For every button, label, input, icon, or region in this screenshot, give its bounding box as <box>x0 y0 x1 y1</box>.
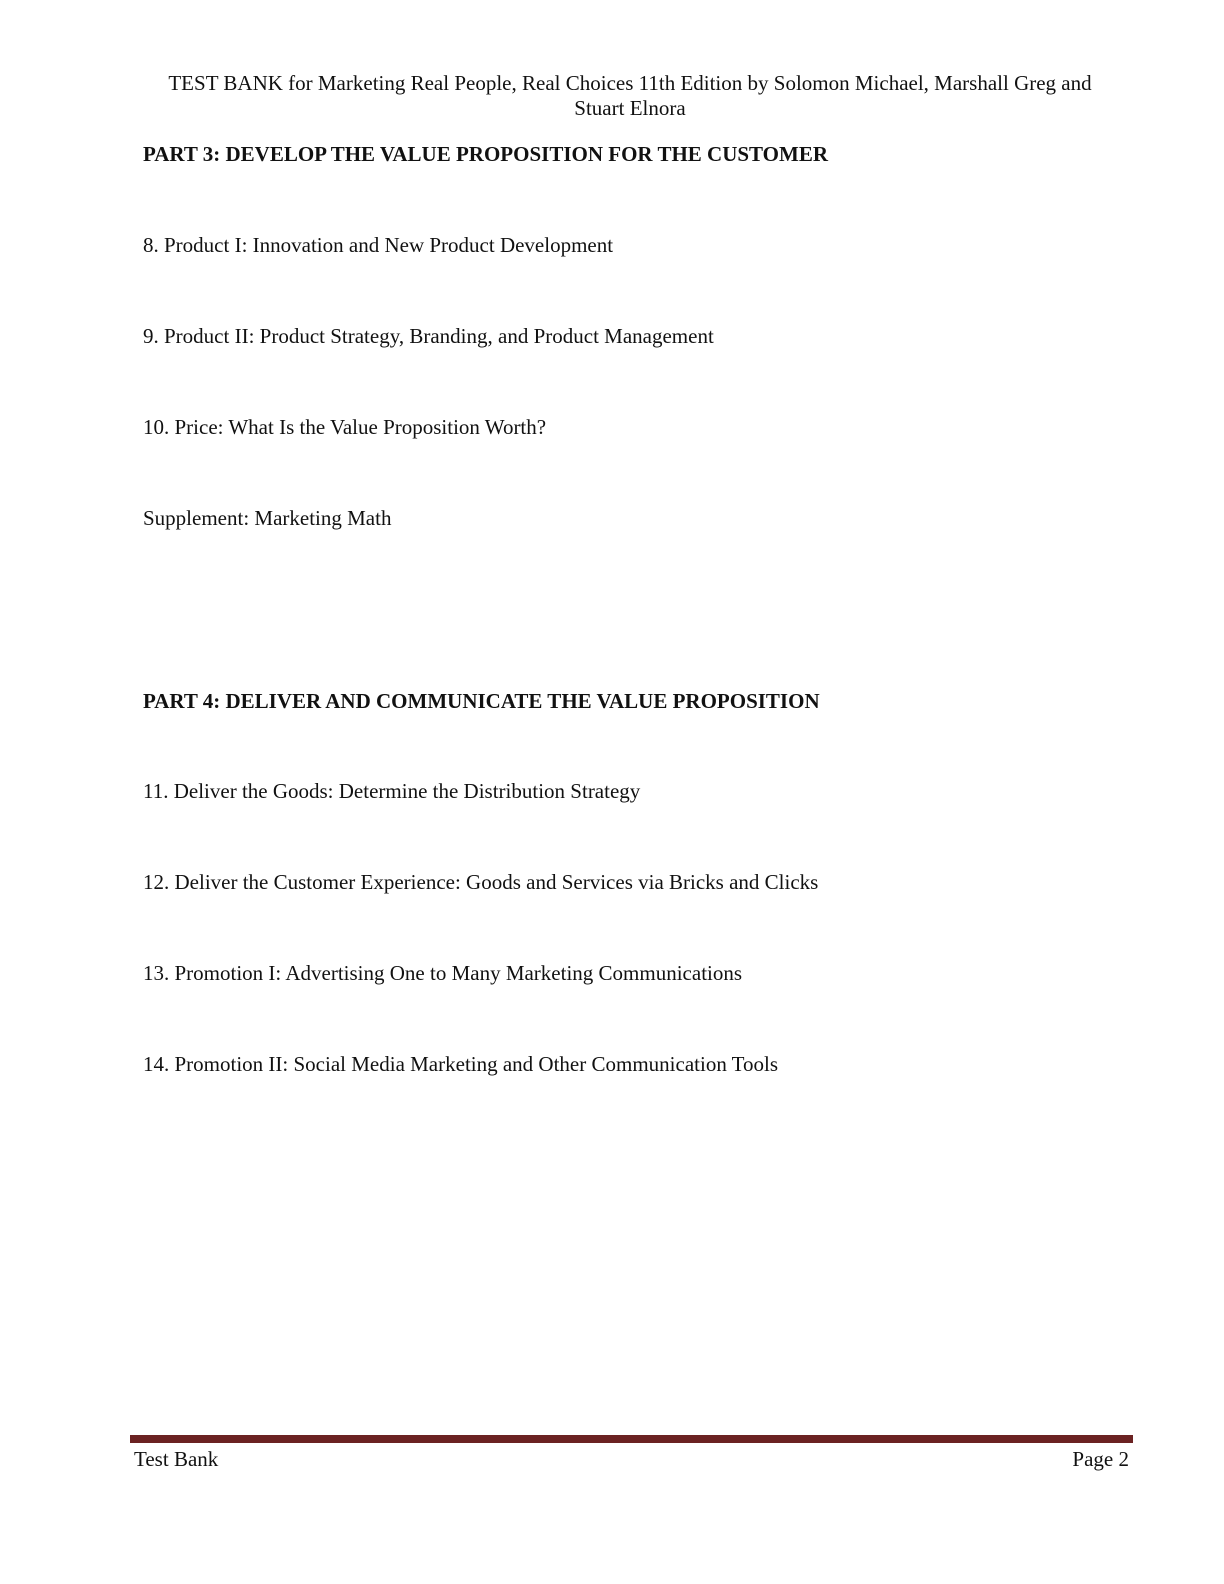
part-4-heading: PART 4: DELIVER AND COMMUNICATE THE VALUE PROPOSITION <box>143 689 820 713</box>
footer-rule <box>130 1435 1133 1443</box>
chapter-10-title: 10. Price: What Is the Value Proposition Worth? <box>143 415 547 439</box>
chapter-12-title: 12. Deliver the Customer Experience: Goods and Services via Bricks and Clicks <box>143 870 819 894</box>
chapter-8-title: 8. Product I: Innovation and New Product Development <box>143 233 614 257</box>
page-number: Page 2 <box>1072 1447 1129 1471</box>
footer-label: Test Bank <box>134 1447 219 1471</box>
document-header <box>140 71 1120 121</box>
chapter-13-title: 13. Promotion I: Advertising One to Many Marketing Communications <box>143 961 743 985</box>
supplement-title: Supplement: Marketing Math <box>143 506 392 530</box>
header-title-line-1: TEST BANK for Marketing Real People, Real Choices 11th Edition by Solomon Michael, Marshall Greg and <box>168 71 1092 95</box>
chapter-14-title: 14. Promotion II: Social Media Marketing and Other Communication Tools <box>143 1052 779 1076</box>
chapter-9-title: 9. Product II: Product Strategy, Branding, and Product Management <box>143 324 714 348</box>
chapter-11-title: 11. Deliver the Goods: Determine the Distribution Strategy <box>143 779 641 803</box>
header-title-line-2: Stuart Elnora <box>574 96 686 120</box>
part-3-heading: PART 3: DEVELOP THE VALUE PROPOSITION FOR THE CUSTOMER <box>143 142 829 166</box>
